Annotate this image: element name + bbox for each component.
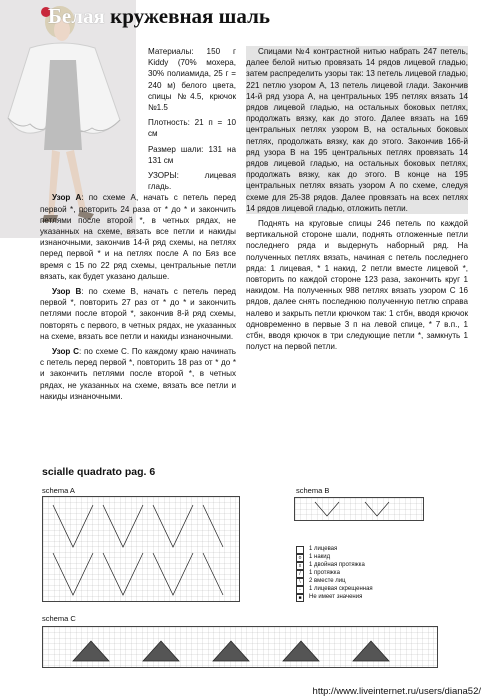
legend-symbol: [296, 546, 304, 554]
legend-text: Не имеет значения: [309, 594, 363, 601]
legend-symbol: o: [296, 554, 304, 562]
legend-row: [296, 578, 373, 586]
legend-row: [296, 554, 373, 562]
pattern-c-paragraph: [40, 346, 236, 402]
schema-a-label: schema A: [42, 486, 75, 495]
legend-text: 2 вместе лиц: [309, 578, 346, 585]
pattern-b-paragraph: [40, 286, 236, 342]
legend-text: 1 лицевая скрещенная: [309, 586, 373, 593]
schema-b-grid: [294, 497, 424, 521]
size-text: Размер шали: 131 на 131 см: [148, 144, 236, 165]
patterns-intro: УЗОРЫ: лицевая гладь.: [148, 171, 236, 192]
instructions-paragraph-1: Спицами №4 контрастной нитью набрать 247 петель, далее белой нитью провязать 14 рядов лицевой гладью, затем распределить узоры так: 13 петель лицевой гладью, 221 петлю узором А, 13 петель лицевой глади. Закончив 14-й ряд узора А, на центральных 195 петлях вязать 14 рядов лицевой гладью, на остальных боковых петлях, продолжать вязку, как до этого. Далее вязать на 169 центральных петлях узором В, на остальных боковых петлях, продолжать вязку, как до этого. Закончив 166-й ряд узора В на 195 центральных петлях провязать 14 рядов лицевой гладью, на остальных боковых петлях, продолжать вязку, как до этого. В конце на 195 центральных петлях вязать узором А по схеме, следуя схеме для 25-38 рядов. Далее провязать на всех петлях 14 рядов лицевой гладью, отложить петли.: [246, 47, 468, 213]
pattern-a-text: : по схеме А, начать с петель перед первой *, повторить 24 раза от * до * и закончить петлями после второй *, в четных рядах, не указанных на схеме, вязать все петли и накиды изнаночными, закончив 14-й ряд схемы, на петлях перед первой * и на петлях после А по Бяз все время с 15 по 22 ряд схемы, центральные петли вязать, как будет указано дальше.: [40, 193, 237, 281]
pattern-b-label: Узор В: [52, 287, 82, 297]
source-url: http://www.liveinternet.ru/users/diana52/: [312, 686, 481, 697]
legend-symbol: x: [296, 562, 304, 570]
legend-row: [296, 570, 373, 578]
legend-text: 1 лицевая: [309, 546, 338, 553]
title-word-1: Белая: [48, 4, 105, 28]
pattern-b-text: : по схеме В, начать с петель перед первой *, повторить 27 раз от * до * и закончить петлями после второй *, закончив 8-й ряд схемы, повторять с первого, в четных рядах, не указанных на схеме, вязать все петли и накиды изнаночными.: [40, 287, 237, 341]
legend-text: 1 протяжка: [309, 570, 340, 577]
schema-c-label: schema C: [42, 614, 76, 623]
title-word-2: кружевная шаль: [110, 4, 270, 28]
legend-symbol: /: [296, 570, 304, 578]
pattern-c-text: : по схеме С. По каждому краю начинать с петель перед первой *, повторить 18 раз от * до * и закончить петлями после второй *, в четных рядах, не указанных на схеме, вязать все петли и накиды изнаночными.: [40, 347, 237, 401]
materials-text: Материалы: 150 г Kiddy (70% мохера, 30% полиамида, 25 г = 240 м) белого цвета, спицы №4.5, крючок №1.5: [148, 47, 236, 113]
schema-a-grid: [42, 496, 240, 602]
legend-row: [296, 594, 373, 602]
schemas-title: scialle quadrato pag. 6: [42, 466, 156, 478]
legend-symbol: \: [296, 578, 304, 586]
schema-c-grid: [42, 626, 438, 668]
schema-b-label: schema B: [296, 486, 330, 495]
instructions-paragraph-2: Поднять на круговые спицы 246 петель по каждой вертикальной стороне шали, поднять отложенные петли последнего ряда и выдернуть наборный ряд. На полученных петлях вязать, начиная с петель последнего ряда: 1 лицевая, * 1 накид, 2 петли вместе лицевой *, повторить по каждой стороне 123 раза, закончить круг 1 накидом. На полученных 988 петлях вязать узором С 16 рядов, далее снять последнюю полученную петлю справа налево и закрыть петли крючком так: 1 стбн, вводя крючок одновременно в первые 3 п на левой спице, * 7 в.п., 1 стбн, вводя крючок в три следующие петли *, замкнуть 1 полуст на первой петли.: [246, 219, 468, 352]
density-text: Плотность: 21 п = 10 см: [148, 118, 236, 139]
pattern-a-label: Узор А: [52, 193, 82, 203]
legend-symbol: ■: [296, 594, 304, 602]
legend-text: 1 накид: [309, 554, 331, 561]
pattern-c-label: Узор С: [52, 347, 79, 357]
right-column: [246, 46, 468, 352]
article-title: [48, 4, 270, 29]
symbol-legend: [296, 546, 373, 602]
left-column: [40, 46, 236, 402]
legend-text: 1 двойная протяжка: [309, 562, 365, 569]
pattern-a-paragraph: [40, 192, 236, 282]
legend-symbol: -: [296, 586, 304, 594]
legend-row: [296, 586, 373, 594]
legend-row: [296, 546, 373, 554]
legend-row: [296, 562, 373, 570]
